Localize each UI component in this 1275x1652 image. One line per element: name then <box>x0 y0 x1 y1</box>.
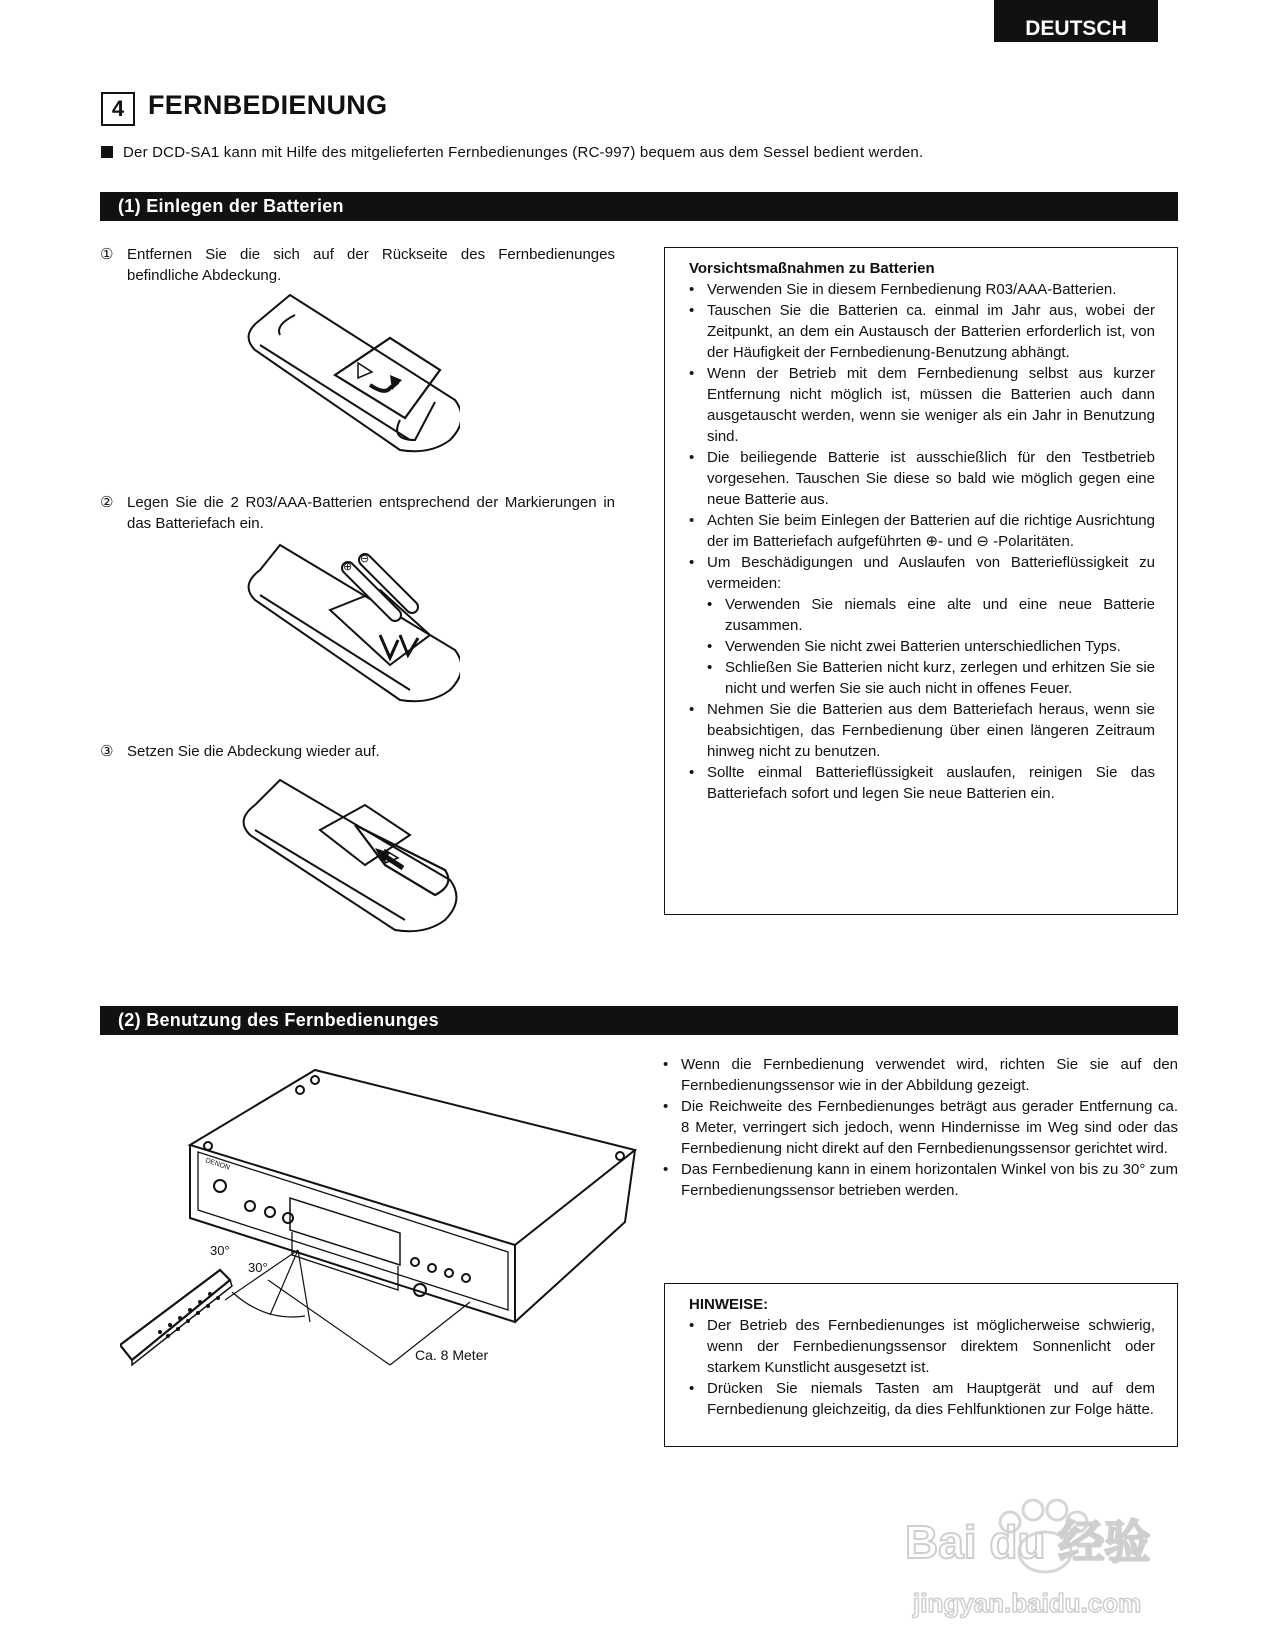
caution-list <box>689 279 1155 804</box>
list-item: • Drücken Sie niemals Tasten am Hauptgerät und auf dem Fernbedienung gleichzeitig, da dies Fehlfunktionen zur Folge hätte. <box>689 1378 1155 1420</box>
battery-caution-box <box>664 247 1178 915</box>
step-text: Entfernen Sie die sich auf der Rückseite des Fernbedienunges befindliche Abdeckung. <box>127 246 615 284</box>
caution-sublist <box>707 594 1155 699</box>
sub-list-item: • Schließen Sie Batterien nicht kurz, zerlegen und erhitzen Sie sie nicht und werfen Sie sie auch nicht in offenes Feuer. <box>707 657 1155 699</box>
usage-bullets <box>663 1054 1178 1201</box>
step-number: ③ <box>100 743 114 760</box>
distance-label: Ca. 8 Meter <box>415 1347 489 1363</box>
list-item: • Die Reichweite des Fernbedienunges beträgt aus gerader Entfernung ca. 8 Meter, verringert sich jedoch, wenn Hindernisse im Weg sind oder das Fernbedienung nicht direkt auf den Fernbedienungssensor gerichtet wird. <box>663 1096 1178 1159</box>
watermark <box>905 1490 1195 1630</box>
paw-logo-icon <box>905 1490 1195 1630</box>
list-item-text: Um Beschädigungen und Auslaufen von Batterieflüssigkeit zu vermeiden: <box>707 554 1155 592</box>
list-item: • Nehmen Sie die Batterien aus dem Batteriefach heraus, wenn sie beabsichtigen, das Fernbedienung über einen längeren Zeitraum hinweg nicht zu benutzen. <box>689 699 1155 762</box>
notes-box <box>664 1283 1178 1447</box>
list-item: • Das Fernbedienung kann in einem horizontalen Winkel von bis zu 30° zum Fernbedienungssensor betrieben werden. <box>663 1159 1178 1201</box>
svg-text:⊕: ⊕ <box>343 560 353 573</box>
language-tab: DEUTSCH <box>994 0 1158 42</box>
remote-range-illustration <box>120 1060 640 1430</box>
angle-right-label: 30° <box>248 1260 268 1275</box>
list-item: • Wenn die Fernbedienung verwendet wird, richten Sie sie auf den Fernbedienungssensor wie in der Abbildung gezeigt. <box>663 1054 1178 1096</box>
sub-list-item: • Verwenden Sie niemals eine alte und eine neue Batterie zusammen. <box>707 594 1155 636</box>
step-text: Setzen Sie die Abdeckung wieder auf. <box>127 743 380 760</box>
sub-list-item: • Verwenden Sie nicht zwei Batterien unterschiedlichen Typs. <box>707 636 1155 657</box>
section-title: FERNBEDIENUNG <box>148 90 388 120</box>
remote-cover-removal-illustration <box>240 290 460 465</box>
list-item: • Achten Sie beim Einlegen der Batterien auf die richtige Ausrichtung der im Batteriefach aufgeführten ⊕- und ⊖ -Polaritäten. <box>689 510 1155 552</box>
step-1 <box>100 244 615 286</box>
list-item: • Der Betrieb des Fernbedienunges ist möglicherweise schwierig, wenn der Fernbedienungssensor direktem Sonnenlicht oder starkem Kunstlicht ausgesetzt ist. <box>689 1315 1155 1378</box>
step-number: ① <box>100 246 114 263</box>
part1-heading: (1) Einlegen der Batterien <box>100 192 1178 221</box>
caution-title: Vorsichtsmaßnahmen zu Batterien <box>689 260 935 277</box>
remote-cover-replace-illustration <box>235 775 465 945</box>
notes-title: HINWEISE: <box>689 1296 769 1313</box>
battery-insertion-illustration <box>240 540 460 715</box>
square-bullet-icon <box>101 146 113 158</box>
intro-text: Der DCD-SA1 kann mit Hilfe des mitgelieferten Fernbedienunges (RC-997) bequem aus dem Sessel bedient werden. <box>123 144 924 161</box>
angle-left-label: 30° <box>210 1243 230 1258</box>
list-item: • Wenn der Betrieb mit dem Fernbedienung selbst aus kurzer Entfernung nicht möglich ist, müssen die Batterien auch dann ausgetauscht werden, wenn sie weniger als ein Jahr in Benutzung sind. <box>689 363 1155 447</box>
step-number: ② <box>100 494 114 511</box>
list-item: • Sollte einmal Batterieflüssigkeit auslaufen, reinigen Sie das Batteriefach sofort und legen Sie neue Batterien ein. <box>689 762 1155 804</box>
step-2 <box>100 492 615 534</box>
watermark-url: jingyan.baidu.com <box>913 1588 1142 1618</box>
svg-text:⊖: ⊖ <box>360 552 370 565</box>
list-item <box>689 552 1155 699</box>
list-item: • Verwenden Sie in diesem Fernbedienung R03/AAA-Batterien. <box>689 279 1155 300</box>
section-number: 4 <box>101 92 135 126</box>
step-3 <box>100 741 615 762</box>
part2-heading: (2) Benutzung des Fernbedienunges <box>100 1006 1178 1035</box>
step-text: Legen Sie die 2 R03/AAA-Batterien entsprechend der Markierungen in das Batteriefach ein. <box>127 494 615 532</box>
list-item: • Die beiliegende Batterie ist ausschießlich für den Testbetrieb vorgesehen. Tauschen Sie diese so bald wie möglich gegen eine neue Batterie aus. <box>689 447 1155 510</box>
brand-logo: DENON <box>204 1157 231 1172</box>
intro-paragraph <box>101 144 923 161</box>
watermark-brand: Bai du 经验 <box>905 1516 1151 1568</box>
notes-list <box>689 1315 1155 1420</box>
list-item: • Tauschen Sie die Batterien ca. einmal im Jahr aus, wobei der Zeitpunkt, an dem ein Austausch der Batterien erforderlich ist, von der Häufigkeit der Fernbedienung-Benutzung abhängt. <box>689 300 1155 363</box>
